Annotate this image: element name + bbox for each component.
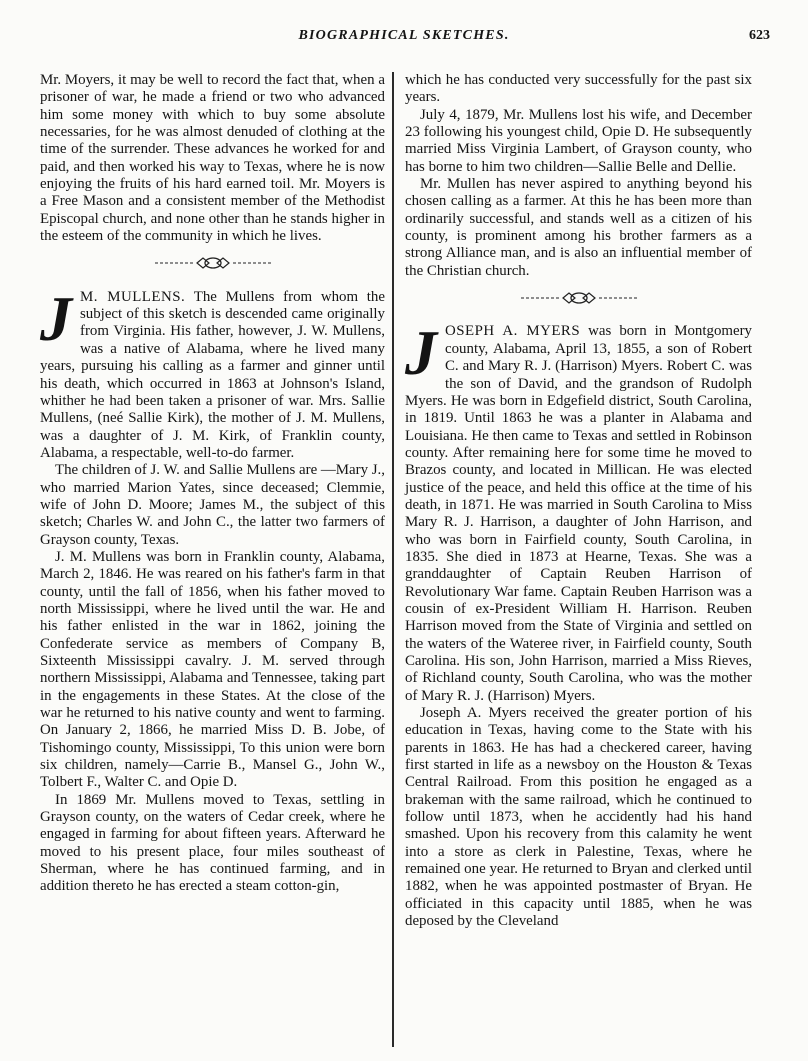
column-divider	[392, 72, 394, 1047]
mullens-paragraph-2: The children of J. W. and Sallie Mullens are —Mary J., who married Marion Yates, since deceased; Clemmie, wife of John D. Moore; James M., the subject of this sketch; Charles W. and John C., the latter two farmers of Grayson county, Texas.	[40, 462, 386, 548]
mullens-paragraph-6: Mr. Mullen has never aspired to anything beyond his chosen calling as a farmer. At this he has been more than ordinarily successful, and stands well as a citizen of his county, is prominent among his brother farmers as a strong Alliance man, and is also an influential member of the Christian church.	[405, 176, 752, 279]
mullens-paragraph-5: July 4, 1879, Mr. Mullens lost his wife, and December 23 following his youngest child, Opie D. He subsequently married Miss Virginia Lambert, of Grayson county, who has borne to him two children—Sallie Belle and Dellie.	[405, 106, 752, 175]
myers-lead: OSEPH A. MYERS	[445, 323, 581, 340]
mullens-paragraph-3: J. M. Mullens was born in Franklin county, Alabama, March 2, 1846. He was reared on his father's farm in that county, until the fall of 1856, when his father moved to north Mississippi, where he lived until the war. He and his father enlisted in the war in 1862, joining the Confederate service as members of Company B, Sixteenth Mississippi cavalry. J. M. served through northern Mississippi, Alabama and Tennessee, taking part in the engagements in these States. At the close of the war he returned to his native county and went to farming. On January 2, 1866, he married Miss D. B. Jobe, of Tishomingo county, Mississippi, To this union were born six children, namely—Carrie B., Mansel G., John W., Tolbert F., Walter C. and Opie D.	[40, 548, 385, 791]
section-ornament-right	[405, 288, 752, 305]
mullens-paragraph-4: In 1869 Mr. Mullens moved to Texas, settling in Grayson county, on the waters of Cedar creek, where he engaged in farming for about fifteen years. Afterward he moved to his present place, four miles southeast of Sherman, where he has continued farming, and in addition thereto he has erected a steam cotton-gin,	[40, 791, 385, 895]
ornament-icon	[153, 256, 273, 270]
myers-intro	[405, 317, 752, 705]
mullens-continuation: which he has conducted very successfully for the past six years.	[405, 72, 752, 106]
left-column	[40, 72, 385, 896]
section-ornament	[40, 253, 385, 270]
mullens-paragraph-1: The Mullens from whom the subject of this sketch is descended came originally from Virginia. His father, however, J. W. Mullens, was a native of Alabama, where he lived many years, pursuing his calling as a farmer and ginner until his death, which occurred in 1863 at Johnson's Island, whither he had been taken a prisoner of war. Mrs. Sallie Mullens, (neé Sallie Kirk), the mother of J. M. Mullens, was a daughter of J. M. Kirk, of Franklin county, Alabama, a respectable, well-to-do farmer.	[40, 288, 385, 461]
myers-dropcap: J	[405, 317, 437, 389]
page-header	[0, 28, 808, 52]
mullens-dropcap: J	[40, 282, 72, 354]
mullens-intro	[40, 282, 385, 462]
myers-paragraph-2: Joseph A. Myers received the greater portion of his education in Texas, having come to the State with his parents in 1863. He has had a checkered career, having first started in life as a newsboy on the Houston & Texas Central Railroad. From this position he engaged as a brakeman with the same railroad, which he continued to follow until 1873, when he accidently had his hand smashed. Upon his recovery from this calamity he went into a store as clerk in Palestine, Texas, where he remained one year. He returned to Bryan and clerked until 1882, when he was appointed postmaster of Bryan. He officiated in this capacity until 1885, when he was deposed by the Cleveland	[405, 705, 752, 930]
right-column	[405, 72, 752, 931]
page-number: 623	[749, 28, 770, 43]
moyers-continuation: Mr. Moyers, it may be well to record the fact that, when a prisoner of war, he made a friend or two who advanced him some money with which to buy some absolute necessaries, for he was almost denuded of clothing at the time of the surrender. These advances he worked for and paid, and then worked his way to Texas, where he is now enjoying the fruits of his hard earned toil. Mr. Moyers is a Free Mason and a consistent member of the Methodist Episcopal church, and none other than he stands higher in the esteem of the community in which he lives.	[40, 72, 385, 245]
ornament-icon	[519, 291, 639, 305]
running-title: BIOGRAPHICAL SKETCHES.	[298, 28, 510, 43]
myers-paragraph-1: was born in Montgomery county, Alabama, April 13, 1855, a son of Robert C. and Mary R. J. (Harrison) Myers. Robert C. was the son of David, and the grandson of Rudolph Myers. He was born in Edgefield district, South Carolina, in 1819. Until 1863 he was a planter in Alabama and Louisiana. He then came to Texas and settled in Robinson county. After remaining here for some time he moved to Brazos county, and located in Millican. He was elected justice of the peace, and held this office at the time of his death, in 1871. He was married in South Carolina to Miss Mary R. J. Harrison, a daughter of John Harrison, and who was born in Fairfield county, South Carolina, in 1835. She died in 1873 at Hearne, Texas. She was a granddaughter of Captain Reuben Harrison of Revolutionary War fame. Captain Reuben Harrison was a cousin of ex-President William H. Harrison. Reuben Harrison moved from the State of Virginia and settled on the waters of the Wateree river, in Fairfield county, South Carolina. His son, John Harrison, married a Miss Rieves, of Richland county, South Carolina, who was the mother of Mary R. J. (Harrison) Myers.	[405, 323, 752, 704]
mullens-lead: M. MULLENS.	[80, 288, 186, 305]
